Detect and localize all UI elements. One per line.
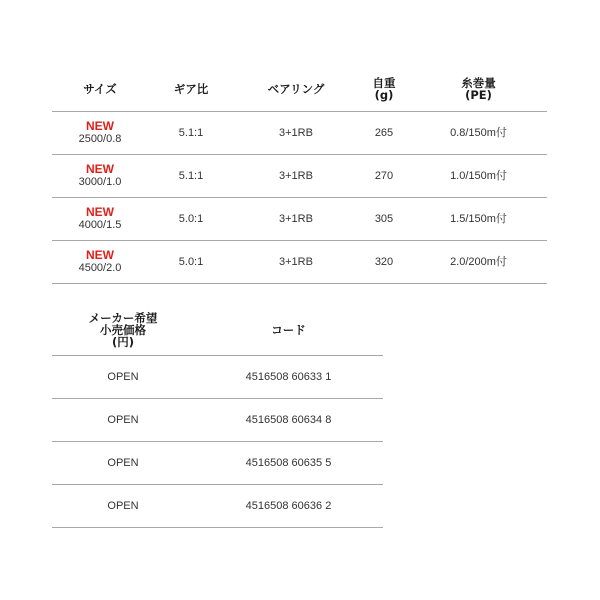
- gear-ratio-header: ギア比: [148, 66, 234, 112]
- price-cell: OPEN: [52, 442, 194, 485]
- table-row: [52, 198, 547, 241]
- bearing-cell: 3+1RB: [234, 112, 358, 155]
- table-row: [52, 442, 383, 485]
- line-capacity-cell: 0.8/150m付: [410, 112, 547, 155]
- bearing-cell: 3+1RB: [234, 155, 358, 198]
- size-cell: [52, 155, 148, 198]
- price-header-row: [52, 305, 383, 356]
- code-header: コード: [194, 305, 383, 356]
- size-value: 3000/1.0: [78, 176, 122, 188]
- price-header-line: 小売価格: [100, 323, 146, 337]
- size-value: 2500/0.8: [78, 133, 122, 145]
- weight-cell: 320: [358, 241, 410, 284]
- line-capacity-header-unit: (PE): [465, 87, 492, 102]
- table-row: [52, 356, 383, 399]
- weight-header: [358, 66, 410, 112]
- bearing-cell: 3+1RB: [234, 241, 358, 284]
- table-row: [52, 399, 383, 442]
- bearing-cell: 3+1RB: [234, 198, 358, 241]
- size-value: 4500/2.0: [78, 262, 122, 274]
- size-value: 4000/1.5: [78, 219, 122, 231]
- spec-table: [52, 66, 547, 284]
- price-header-line: (円): [111, 335, 134, 349]
- price-cell: OPEN: [52, 485, 194, 528]
- price-cell: OPEN: [52, 399, 194, 442]
- line-capacity-cell: 1.5/150m付: [410, 198, 547, 241]
- new-badge: NEW: [86, 162, 114, 176]
- gear-ratio-cell: 5.1:1: [148, 155, 234, 198]
- new-badge: NEW: [86, 205, 114, 219]
- gear-ratio-cell: 5.0:1: [148, 198, 234, 241]
- price-table: [52, 305, 383, 528]
- spec-header-row: [52, 66, 547, 112]
- price-header-line: メーカー希望: [88, 311, 158, 325]
- code-cell: 4516508 60634 8: [194, 399, 383, 442]
- weight-cell: 265: [358, 112, 410, 155]
- gear-ratio-cell: 5.0:1: [148, 241, 234, 284]
- code-cell: 4516508 60635 5: [194, 442, 383, 485]
- line-capacity-cell: 1.0/150m付: [410, 155, 547, 198]
- line-capacity-cell: 2.0/200m付: [410, 241, 547, 284]
- size-header: サイズ: [52, 66, 148, 112]
- table-row: [52, 112, 547, 155]
- code-cell: 4516508 60633 1: [194, 356, 383, 399]
- weight-header-label: 自重: [372, 75, 396, 90]
- table-row: [52, 485, 383, 528]
- weight-cell: 305: [358, 198, 410, 241]
- table-row: [52, 241, 547, 284]
- line-capacity-header: [410, 66, 547, 112]
- size-cell: [52, 241, 148, 284]
- gear-ratio-cell: 5.1:1: [148, 112, 234, 155]
- size-cell: [52, 112, 148, 155]
- price-header: [52, 305, 194, 356]
- weight-header-unit: (g): [374, 87, 394, 102]
- size-cell: [52, 198, 148, 241]
- price-cell: OPEN: [52, 356, 194, 399]
- table-row: [52, 155, 547, 198]
- weight-cell: 270: [358, 155, 410, 198]
- new-badge: NEW: [86, 248, 114, 262]
- bearing-header: ベアリング: [234, 66, 358, 112]
- code-cell: 4516508 60636 2: [194, 485, 383, 528]
- line-capacity-header-label: 糸巻量: [461, 75, 496, 90]
- new-badge: NEW: [86, 119, 114, 133]
